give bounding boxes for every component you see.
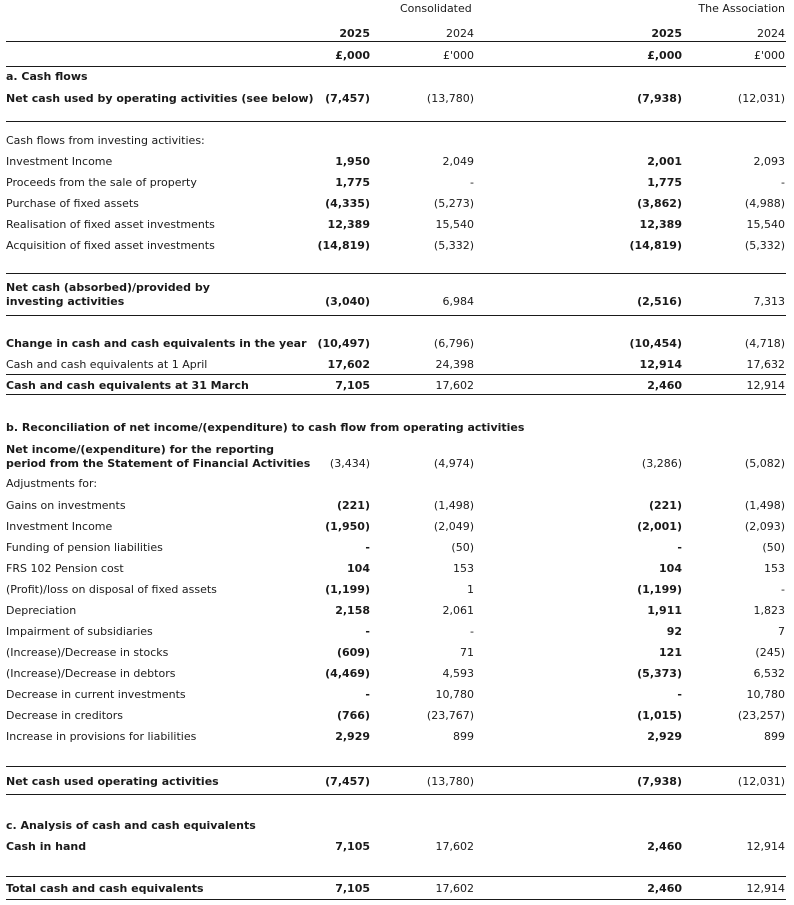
- consolidated-2024-value: 6,984: [442, 295, 474, 308]
- association-2024-value: (2,093): [744, 520, 785, 533]
- row-label: Cash and cash equivalents at 31 March: [6, 379, 249, 392]
- consolidated-2024-value: (5,332): [433, 239, 474, 252]
- row-label: Proceeds from the sale of property: [6, 176, 197, 189]
- row-label: (Increase)/Decrease in stocks: [6, 646, 169, 659]
- adjustments-title: Adjustments for:: [6, 477, 98, 490]
- association-2024-value: 7: [778, 625, 785, 638]
- consolidated-2024-value: 2,061: [442, 604, 474, 617]
- association-2025-value: (221): [648, 499, 682, 512]
- consolidated-2024-value: 17,602: [435, 379, 474, 392]
- consolidated-2025-value: 104: [347, 562, 370, 575]
- row-label: Change in cash and cash equivalents in the year: [6, 337, 307, 350]
- association-2024-value: 15,540: [746, 218, 785, 231]
- consolidated-2024-value: 153: [453, 562, 474, 575]
- consolidated-2025-value: 2,158: [335, 604, 370, 617]
- consolidated-2024-value: (5,273): [433, 197, 474, 210]
- association-2024-year: 2024: [757, 27, 785, 40]
- association-2025-value: 92: [666, 625, 682, 638]
- divider: [6, 766, 786, 767]
- consolidated-2025-value: (14,819): [317, 239, 370, 252]
- row-label: Impairment of subsidiaries: [6, 625, 153, 638]
- row-label: Purchase of fixed assets: [6, 197, 139, 210]
- association-2024-value: 12,914: [746, 840, 785, 853]
- header-divider: [6, 41, 786, 42]
- association-2025-value: 12,914: [639, 358, 682, 371]
- consolidated-2024-value: (13,780): [426, 775, 474, 788]
- consolidated-2024-value: 17,602: [435, 840, 474, 853]
- consolidated-2024-value: (50): [451, 541, 474, 554]
- association-2025-value: (2,516): [637, 295, 682, 308]
- consolidated-2025-value: 7,105: [335, 379, 370, 392]
- consolidated-2025-value: 7,105: [335, 840, 370, 853]
- consolidated-2024-value: 15,540: [435, 218, 474, 231]
- row-label: Decrease in creditors: [6, 709, 124, 722]
- consolidated-2025-value: (10,497): [317, 337, 370, 350]
- consolidated-2025-value: (3,040): [325, 295, 370, 308]
- row-label: Investment Income: [6, 520, 113, 533]
- consolidated-2024-unit: £'000: [442, 49, 474, 62]
- consolidated-2024-value: 1: [467, 583, 474, 596]
- association-2024-value: (5,082): [744, 457, 785, 470]
- row-label: FRS 102 Pension cost: [6, 562, 124, 575]
- consolidated-2024-value: 10,780: [435, 688, 474, 701]
- consolidated-2025-value: 1,775: [335, 176, 370, 189]
- association-2025-value: 2,460: [647, 379, 682, 392]
- consolidated-2025-value: (7,457): [325, 92, 370, 105]
- association-2024-value: -: [781, 176, 785, 189]
- consolidated-2025-value: 17,602: [327, 358, 370, 371]
- consolidated-2024-value: 899: [453, 730, 474, 743]
- consolidated-2025-value: (1,199): [325, 583, 370, 596]
- association-2024-unit: £'000: [753, 49, 785, 62]
- association-2025-value: 12,389: [639, 218, 682, 231]
- association-2025-value: (14,819): [629, 239, 682, 252]
- association-2025-value: (2,001): [637, 520, 682, 533]
- consolidated-2025-value: 7,105: [335, 882, 370, 895]
- association-2025-value: 2,929: [647, 730, 682, 743]
- association-2025-year: 2025: [651, 27, 682, 40]
- consolidated-2024-value: 17,602: [435, 882, 474, 895]
- divider: [6, 794, 786, 795]
- row-label-line2: period from the Statement of Financial Activities: [6, 457, 311, 470]
- association-2024-value: 17,632: [746, 358, 785, 371]
- association-2025-value: (3,286): [641, 457, 682, 470]
- section-b-title: b. Reconciliation of net income/(expenditure) to cash flow from operating activities: [6, 421, 525, 434]
- association-2024-value: 2,093: [753, 155, 785, 168]
- row-label: Net cash (absorbed)/provided by: [6, 281, 210, 294]
- row-label: (Profit)/loss on disposal of fixed assets: [6, 583, 217, 596]
- association-2025-value: 1,911: [647, 604, 682, 617]
- row-label-line2: investing activities: [6, 295, 125, 308]
- consolidated-2025-unit: £,000: [335, 49, 370, 62]
- investing-title: Cash flows from investing activities:: [6, 134, 205, 147]
- consolidated-2025-value: -: [365, 625, 370, 638]
- consolidated-2024-value: (4,974): [433, 457, 474, 470]
- divider: [6, 273, 786, 274]
- row-label: Net cash used by operating activities (see below): [6, 92, 314, 105]
- consolidated-2024-year: 2024: [446, 27, 474, 40]
- consolidated-2025-value: (4,469): [325, 667, 370, 680]
- consolidated-2024-value: (13,780): [426, 92, 474, 105]
- divider: [6, 121, 786, 122]
- consolidated-2024-value: 4,593: [442, 667, 474, 680]
- association-2024-value: (245): [755, 646, 785, 659]
- association-2025-value: (3,862): [637, 197, 682, 210]
- row-label: Realisation of fixed asset investments: [6, 218, 215, 231]
- association-2025-value: (7,938): [637, 775, 682, 788]
- association-2025-value: -: [677, 688, 682, 701]
- consolidated-2025-value: 1,950: [335, 155, 370, 168]
- association-2025-value: (1,199): [637, 583, 682, 596]
- association-2025-value: 2,460: [647, 840, 682, 853]
- consolidated-2025-value: (1,950): [325, 520, 370, 533]
- association-2024-value: (4,718): [744, 337, 785, 350]
- consolidated-2024-value: -: [470, 625, 474, 638]
- row-label: Depreciation: [6, 604, 77, 617]
- row-label: Investment Income: [6, 155, 113, 168]
- association-2024-value: 6,532: [753, 667, 785, 680]
- association-2025-value: (5,373): [637, 667, 682, 680]
- row-label: Total cash and cash equivalents: [6, 882, 204, 895]
- consolidated-2025-value: (7,457): [325, 775, 370, 788]
- consolidated-2024-value: (2,049): [433, 520, 474, 533]
- association-2024-value: 12,914: [746, 379, 785, 392]
- association-2025-value: (1,015): [637, 709, 682, 722]
- association-2024-value: -: [781, 583, 785, 596]
- association-2025-value: -: [677, 541, 682, 554]
- row-label: Decrease in current investments: [6, 688, 186, 701]
- association-2024-value: (4,988): [744, 197, 785, 210]
- association-2024-value: (23,257): [737, 709, 785, 722]
- consolidated-2024-value: (6,796): [433, 337, 474, 350]
- row-label: Cash in hand: [6, 840, 87, 853]
- consolidated-2025-value: -: [365, 688, 370, 701]
- row-label: Cash and cash equivalents at 1 April: [6, 358, 208, 371]
- association-2024-value: (12,031): [737, 92, 785, 105]
- consolidated-2024-value: (23,767): [426, 709, 474, 722]
- consolidated-2025-value: (4,335): [325, 197, 370, 210]
- association-2024-value: (50): [762, 541, 785, 554]
- association-2025-value: 104: [659, 562, 682, 575]
- consolidated-2025-year: 2025: [339, 27, 370, 40]
- consolidated-2025-value: 12,389: [327, 218, 370, 231]
- consolidated-2024-value: 71: [460, 646, 474, 659]
- section-a-title: a. Cash flows: [6, 70, 88, 83]
- association-2024-value: (12,031): [737, 775, 785, 788]
- unit-divider: [6, 66, 786, 67]
- consolidated-2025-value: 2,929: [335, 730, 370, 743]
- association-2025-value: (10,454): [629, 337, 682, 350]
- consolidated-2024-value: 24,398: [435, 358, 474, 371]
- association-2024-value: 1,823: [753, 604, 785, 617]
- row-label: Gains on investments: [6, 499, 126, 512]
- association-2025-value: 121: [659, 646, 682, 659]
- association-2025-value: 1,775: [647, 176, 682, 189]
- association-2024-value: (5,332): [744, 239, 785, 252]
- row-label: Net income/(expenditure) for the reporting: [6, 443, 275, 456]
- consolidated-2025-value: (609): [336, 646, 370, 659]
- association-2025-value: 2,460: [647, 882, 682, 895]
- consolidated-2024-value: -: [470, 176, 474, 189]
- row-label: Net cash used operating activities: [6, 775, 219, 788]
- row-label: Increase in provisions for liabilities: [6, 730, 197, 743]
- association-2025-unit: £,000: [647, 49, 682, 62]
- association-2024-value: 899: [764, 730, 785, 743]
- association-2024-value: 7,313: [753, 295, 785, 308]
- divider: [6, 394, 786, 395]
- association-2025-value: (7,938): [637, 92, 682, 105]
- association-header: The Association: [698, 2, 785, 15]
- divider: [6, 315, 786, 316]
- association-2024-value: 10,780: [746, 688, 785, 701]
- consolidated-2025-value: (3,434): [329, 457, 370, 470]
- divider: [6, 876, 786, 877]
- row-label: Funding of pension liabilities: [6, 541, 163, 554]
- divider: [6, 374, 786, 375]
- consolidated-header: Consolidated: [400, 2, 472, 15]
- consolidated-2025-value: (766): [336, 709, 370, 722]
- association-2024-value: 12,914: [746, 882, 785, 895]
- consolidated-2025-value: -: [365, 541, 370, 554]
- row-label: (Increase)/Decrease in debtors: [6, 667, 176, 680]
- association-2025-value: 2,001: [647, 155, 682, 168]
- consolidated-2024-value: 2,049: [442, 155, 474, 168]
- section-c-title: c. Analysis of cash and cash equivalents: [6, 819, 256, 832]
- association-2024-value: 153: [764, 562, 785, 575]
- divider: [6, 899, 786, 900]
- consolidated-2024-value: (1,498): [433, 499, 474, 512]
- association-2024-value: (1,498): [744, 499, 785, 512]
- consolidated-2025-value: (221): [336, 499, 370, 512]
- row-label: Acquisition of fixed asset investments: [6, 239, 215, 252]
